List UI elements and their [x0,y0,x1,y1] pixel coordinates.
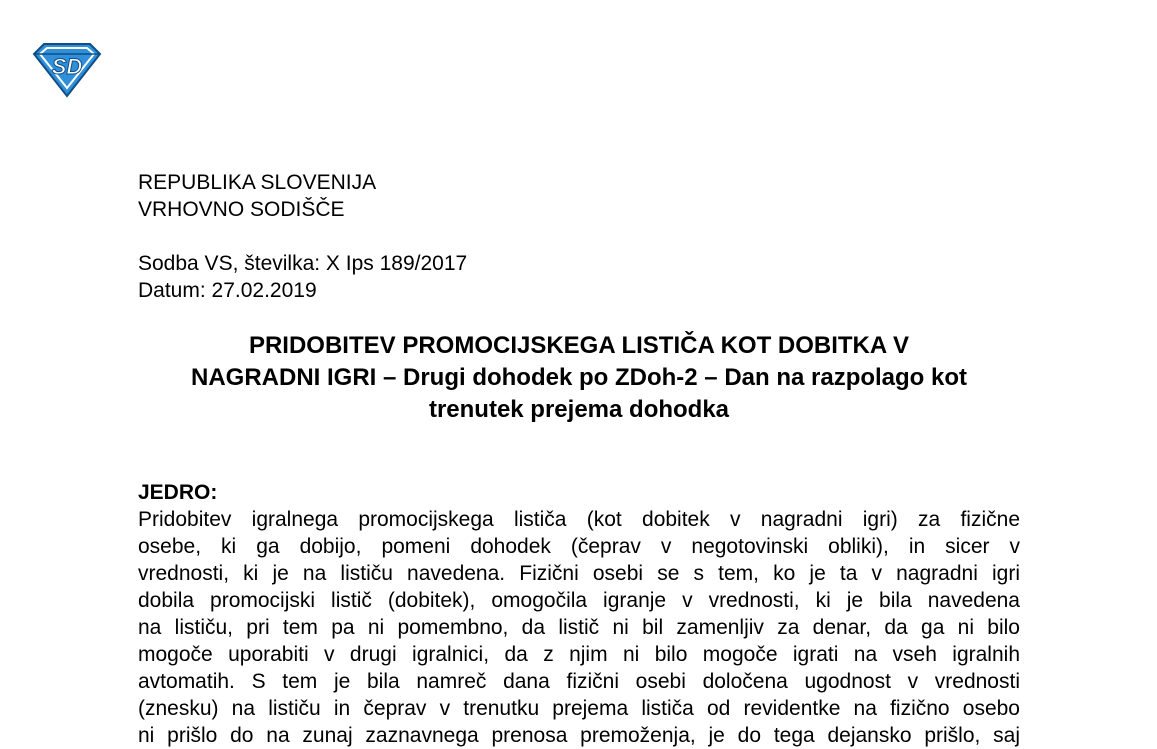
title-line: trenutek prejema dohodka [428,396,730,423]
section-body [138,506,1020,749]
body-line: ni prišlo do na zunaj zaznavnega prenosa premoženja, je do tega dejansko prišlo, saj [138,724,1020,747]
court-logo-icon [30,40,104,100]
body-line: avtomatih. S tem je bila namreč dana fizični osebi določena ugodnost v vrednosti [138,670,1020,693]
body-line: Pridobitev igralnega promocijskega lističa (kot dobitek v nagradni igri) za fizične [138,508,1020,531]
body-line: dobila promocijski listič (dobitek), omogočila igranje v vrednosti, ki je bila navedena [138,589,1020,612]
title-line: NAGRADNI IGRI – Drugi dohodek po ZDoh-2 – Dan na razpolago kot [190,364,968,391]
body-line: na lističu, pri tem pa ni pomembno, da listič ni bil zamenljiv za denar, da ga ni bilo [138,616,1020,639]
title-line: PRIDOBITEV PROMOCIJSKEGA LISTIČA KOT DOBITKA V [248,332,910,359]
logo-lettering: SD [51,54,83,79]
decision-date: Datum: 27.02.2019 [138,279,317,302]
court-name: VRHOVNO SODIŠČE [138,198,345,221]
section-heading: JEDRO: [138,481,218,504]
case-number: Sodba VS, številka: X Ips 189/2017 [138,252,468,275]
body-line: (znesku) na lističu in čeprav v trenutku prejema lističa od revidentke na fizično osebo [138,697,1020,720]
body-line: mogoče uporabiti v drugi igralnici, da z njim ni bilo mogoče igrati na vseh igralnih [138,643,1020,666]
body-line: vrednosti, ki je na lističu navedena. Fizični osebi se s tem, ko je ta v nagradni igri [138,562,1020,585]
republic-label: REPUBLIKA SLOVENIJA [138,171,377,194]
document-title [138,330,1020,426]
body-line: osebe, ki ga dobijo, pomeni dohodek (čeprav v negotovinski obliki), in sicer v [138,535,1020,558]
